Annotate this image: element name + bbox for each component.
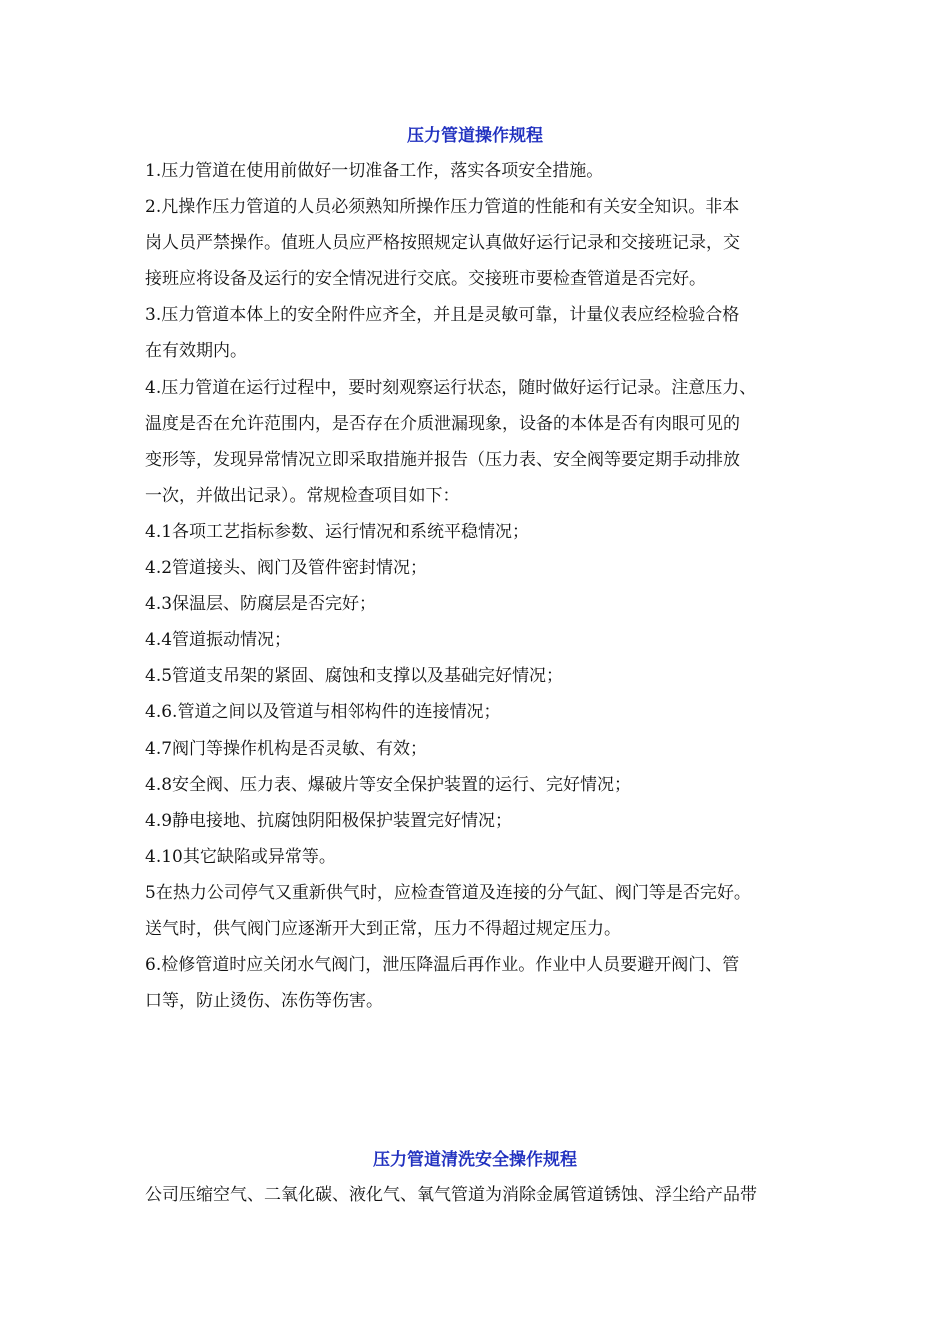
- text-line: 公司压缩空气、二氧化碳、液化气、氧气管道为消除金属管道锈蚀、浮尘给产品带: [145, 1185, 757, 1205]
- section-body-pressure-pipe-cleaning: [145, 1177, 815, 1213]
- text-line: 4.9静电接地、抗腐蚀阴阳极保护装置完好情况；: [145, 810, 513, 831]
- section-title-pressure-pipe-cleaning: 压力管道清洗安全操作规程: [373, 1150, 577, 1170]
- text-line: 4.5管道支吊架的紧固、腐蚀和支撑以及基础完好情况；: [145, 666, 564, 687]
- text-line: 2.凡操作压力管道的人员必须熟知所操作压力管道的性能和有关安全知识。非本: [145, 197, 740, 218]
- text-line: 4.压力管道在运行过程中，要时刻观察运行状态，随时做好运行记录。注意压力、: [145, 377, 757, 398]
- text-line: 4.6.管道之间以及管道与相邻构件的连接情况；: [145, 702, 501, 723]
- section-body-pressure-pipe-operation: [145, 153, 815, 1019]
- section-title-pressure-pipe-operation: 压力管道操作规程: [407, 126, 543, 146]
- text-line: 岗人员严禁操作。值班人员应严格按照规定认真做好运行记录和交接班记录，交: [145, 233, 740, 254]
- text-line: 4.7阀门等操作机构是否灵敏、有效；: [145, 738, 428, 759]
- text-line: 4.3保温层、防腐层是否完好；: [145, 594, 377, 615]
- text-line: 变形等，发现异常情况立即采取措施并报告（压力表、安全阀等要定期手动排放: [145, 449, 740, 470]
- text-line: 6.检修管道时应关闭水气阀门，泄压降温后再作业。作业中人员要避开阀门、管: [145, 955, 740, 976]
- text-line: 4.8安全阀、压力表、爆破片等安全保护装置的运行、完好情况；: [145, 774, 632, 795]
- text-line: 口等，防止烫伤、冻伤等伤害。: [145, 991, 383, 1012]
- text-line: 4.2管道接头、阀门及管件密封情况；: [145, 558, 428, 579]
- text-line: 接班应将设备及运行的安全情况进行交底。交接班市要检查管道是否完好。: [145, 269, 706, 290]
- text-line: 5在热力公司停气又重新供气时，应检查管道及连接的分气缸、阀门等是否完好。: [145, 882, 751, 903]
- text-line: 4.4管道振动情况；: [145, 630, 292, 651]
- text-line: 4.1各项工艺指标参数、运行情况和系统平稳情况；: [145, 521, 530, 542]
- text-line: 送气时，供气阀门应逐渐开大到正常，压力不得超过规定压力。: [145, 918, 621, 939]
- text-line: 一次，并做出记录）。常规检查项目如下：: [145, 485, 460, 506]
- text-line: 温度是否在允许范围内，是否存在介质泄漏现象，设备的本体是否有肉眼可见的: [145, 413, 740, 434]
- text-line: 3.压力管道本体上的安全附件应齐全，并且是灵敏可靠，计量仪表应经检验合格: [145, 305, 740, 326]
- text-line: 4.10其它缺陷或异常等。: [145, 846, 336, 867]
- text-line: 1.压力管道在使用前做好一切准备工作，落实各项安全措施。: [145, 161, 604, 181]
- text-line: 在有效期内。: [145, 341, 247, 362]
